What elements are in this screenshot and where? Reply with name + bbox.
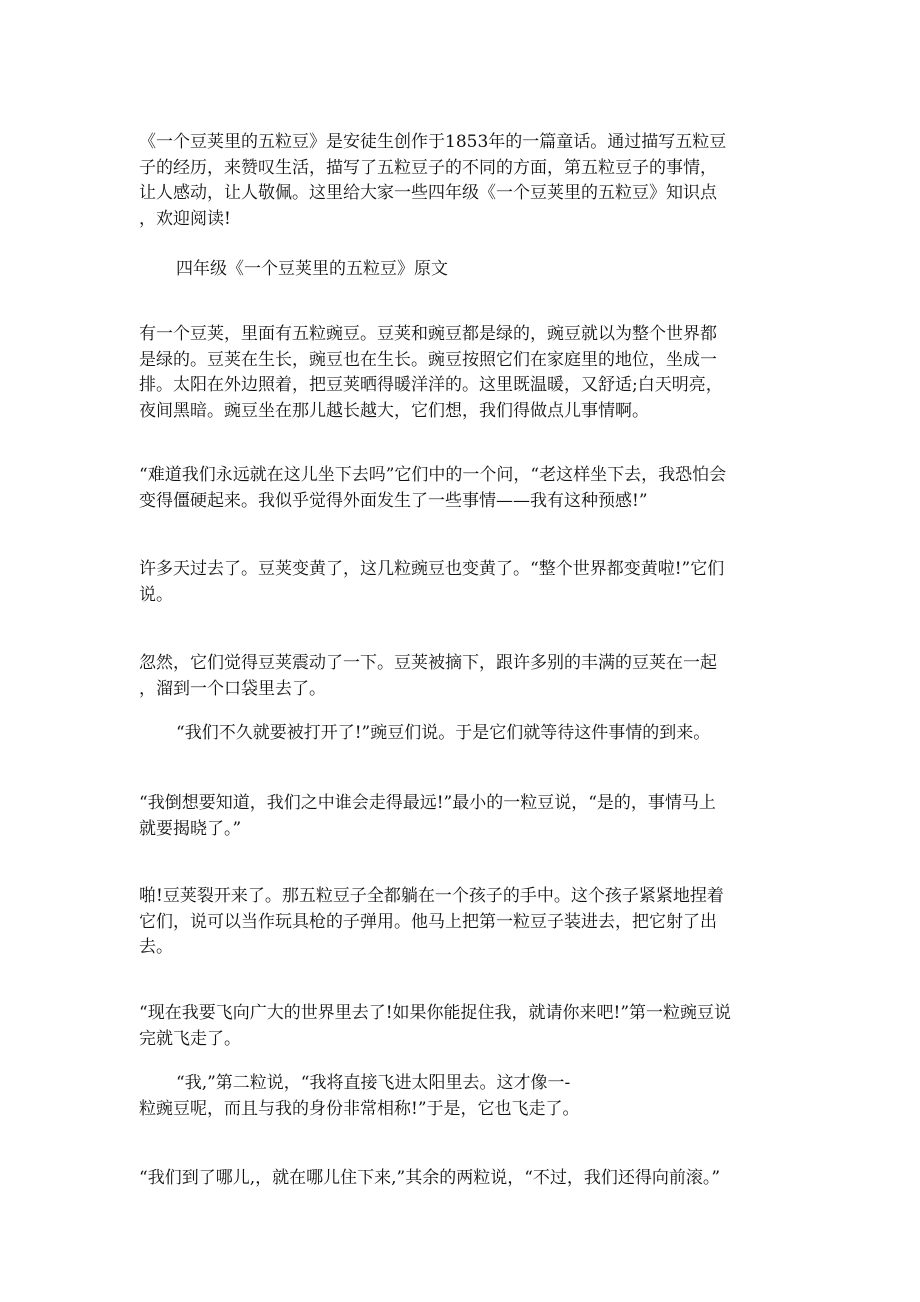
paragraph-2: “难道我们永远就在这儿坐下去吗”它们中的一个问，“老这样坐下去，我恐怕会 变得僵硬起来。我似乎觉得外面发生了一些事情——我有这种预感!” xyxy=(139,465,727,511)
paragraph-9b: 粒豌豆呢，而且与我的身份非常相称!”于是，它也飞走了。 xyxy=(139,1099,580,1119)
paragraph-5: “我们不久就要被打开了!”豌豆们说。于是它们就等待这件事情的到来。 xyxy=(176,723,711,743)
paragraph-8: “现在我要飞向广大的世界里去了!如果你能捉住我，就请你来吧!”第一粒豌豆说 完就飞走了。 xyxy=(139,1003,732,1049)
intro-paragraph: 《一个豆荚里的五粒豆》是安徒生创作于1853年的一篇童话。通过描写五粒豆 子的经历，来赞叹生活，描写了五粒豆子的不同的方面，第五粒豆子的事情， 让人感动，让人敬佩。这里给大家一些四年级《一个豆荚里的五粒豆》知识点 ，欢迎阅读! xyxy=(139,132,727,229)
paragraph-1: 有一个豆荚，里面有五粒豌豆。豆荚和豌豆都是绿的，豌豆就以为整个世界都 是绿的。豆荚在生长，豌豆也在生长。豌豆按照它们在家庭里的地位，坐成一 排。太阳在外边照着，把豆荚晒得暖洋洋的。这里既温暖，又舒适;白天明亮， 夜间黑暗。豌豆坐在那儿越长越大，它们想，我们得做点儿事情啊。 xyxy=(139,324,723,421)
paragraph-7: 啪!豆荚裂开来了。那五粒豆子全都躺在一个孩子的手中。这个孩子紧紧地捏着 它们，说可以当作玩具枪的子弹用。他马上把第一粒豆子装进去，把它射了出 去。 xyxy=(139,886,724,957)
paragraph-4: 忽然，它们觉得豆荚震动了一下。豆荚被摘下，跟许多别的丰满的豆荚在一起 ，溜到一个口袋里去了。 xyxy=(139,653,717,699)
article-title: 四年级《一个豆荚里的五粒豆》原文 xyxy=(176,259,448,279)
paragraph-3: 许多天过去了。豆荚变黄了，这几粒豌豆也变黄了。“整个世界都变黄啦!”它们 说。 xyxy=(139,559,725,605)
paragraph-9a: “我,”第二粒说，“我将直接飞进太阳里去。这才像一- xyxy=(176,1073,571,1093)
paragraph-10: “我们到了哪儿,，就在哪儿住下来,”其余的两粒说，“不过，我们还得向前滚。” xyxy=(139,1168,721,1188)
paragraph-6: “我倒想要知道，我们之中谁会走得最远!”最小的一粒豆说，“是的，事情马上 就要揭晓了。” xyxy=(139,793,716,839)
